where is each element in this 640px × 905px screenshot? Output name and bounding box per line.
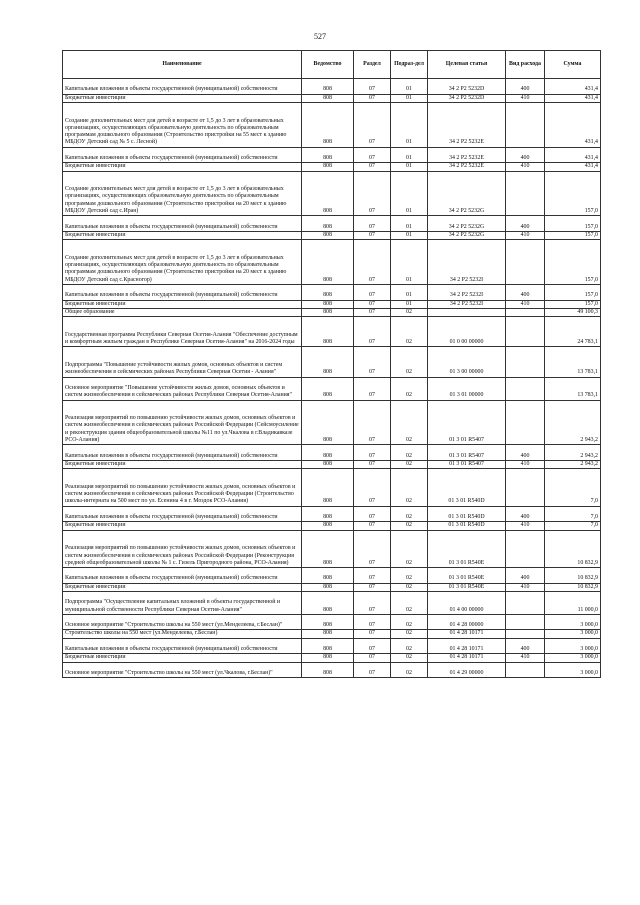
table-row	[63, 231, 601, 239]
row-target-item	[428, 308, 506, 316]
row-name: Реализация мероприятий по повышению устойчивости жилых домов, основных объектов и систем жизнеобеспечения в сейсмических районах Российской Федерации (Сейсмоусиление и реконструкция здания общеобразовательной школы №11 по ул.Чкалова в г.Владикавказе РСО-Алания)	[63, 400, 302, 445]
table-row	[63, 614, 601, 630]
row-department: 808	[302, 568, 354, 584]
row-amount: 431,4	[545, 79, 601, 95]
table-row	[63, 163, 601, 171]
row-amount: 10 832,9	[545, 568, 601, 584]
row-section: 07	[354, 583, 391, 591]
row-expense-type: 400	[506, 445, 545, 461]
row-subsection: 02	[391, 377, 428, 400]
row-section: 07	[354, 568, 391, 584]
row-section: 07	[354, 285, 391, 301]
row-amount: 3 000,0	[545, 638, 601, 654]
row-subsection: 02	[391, 591, 428, 614]
row-amount: 24 783,1	[545, 317, 601, 347]
row-amount: 7,0	[545, 469, 601, 507]
row-target-item: 01 3 01 R5407	[428, 400, 506, 445]
row-expense-type	[506, 171, 545, 216]
row-section: 07	[354, 460, 391, 468]
row-target-item: 34 2 P2 5232E	[428, 163, 506, 171]
row-amount: 157,0	[545, 240, 601, 285]
row-name: Капитальные вложения в объекты государственной (муниципальной) собственности	[63, 147, 302, 163]
row-expense-type	[506, 347, 545, 377]
row-name: Реализация мероприятий по повышению устойчивости жилых домов, основных объектов и систем жизнеобеспечения в сейсмических районах Российской Федерации (Строительство школы-интерната на 500 мест по ул. Есенина 4 в г. Моздок РСО-Алания)	[63, 469, 302, 507]
row-target-item: 01 3 01 R540E	[428, 530, 506, 568]
row-amount: 10 832,9	[545, 583, 601, 591]
row-name: Основное мероприятие "Строительство школы на 550 мест (ул.Чкалова, г.Беслан)"	[63, 662, 302, 678]
row-department: 808	[302, 347, 354, 377]
row-subsection: 02	[391, 317, 428, 347]
row-expense-type: 400	[506, 216, 545, 232]
row-target-item: 01 3 01 R5407	[428, 445, 506, 461]
row-subsection: 02	[391, 614, 428, 630]
row-section: 07	[354, 469, 391, 507]
row-expense-type: 400	[506, 506, 545, 522]
row-target-item: 01 3 01 R540D	[428, 469, 506, 507]
table-row	[63, 216, 601, 232]
header-subsection: Подраз-дел	[391, 51, 428, 79]
row-department: 808	[302, 147, 354, 163]
row-section: 07	[354, 530, 391, 568]
row-subsection: 02	[391, 662, 428, 678]
row-target-item: 34 2 P2 5232D	[428, 79, 506, 95]
row-subsection: 02	[391, 460, 428, 468]
row-amount: 13 783,1	[545, 347, 601, 377]
row-name: Капитальные вложения в объекты государственной (муниципальной) собственности	[63, 568, 302, 584]
table-row	[63, 94, 601, 102]
row-department: 808	[302, 662, 354, 678]
row-target-item: 34 2 P2 5232I	[428, 240, 506, 285]
budget-table	[62, 50, 601, 678]
row-expense-type: 410	[506, 522, 545, 530]
table-row	[63, 583, 601, 591]
row-name: Бюджетные инвестиции	[63, 94, 302, 102]
row-subsection: 02	[391, 445, 428, 461]
row-subsection: 02	[391, 400, 428, 445]
row-target-item: 01 3 01 R540D	[428, 506, 506, 522]
row-expense-type	[506, 630, 545, 638]
row-expense-type: 410	[506, 460, 545, 468]
row-subsection: 01	[391, 171, 428, 216]
row-subsection: 02	[391, 347, 428, 377]
row-subsection: 01	[391, 94, 428, 102]
row-target-item: 01 0 00 00000	[428, 317, 506, 347]
row-expense-type	[506, 377, 545, 400]
row-section: 07	[354, 377, 391, 400]
row-department: 808	[302, 445, 354, 461]
row-amount: 157,0	[545, 285, 601, 301]
row-amount: 13 783,1	[545, 377, 601, 400]
row-name: Капитальные вложения в объекты государственной (муниципальной) собственности	[63, 638, 302, 654]
row-amount: 157,0	[545, 300, 601, 308]
row-expense-type: 410	[506, 300, 545, 308]
row-amount: 10 832,9	[545, 530, 601, 568]
row-name: Государственная программа Республики Северная Осетия-Алания "Обеспечение доступным и комфортным жильем граждан в Республике Северная Осетия-Алания" на 2016-2024 годы	[63, 317, 302, 347]
table-row	[63, 171, 601, 216]
row-department: 808	[302, 506, 354, 522]
row-expense-type	[506, 591, 545, 614]
row-expense-type	[506, 614, 545, 630]
row-section: 07	[354, 614, 391, 630]
table-row	[63, 522, 601, 530]
table-row	[63, 591, 601, 614]
row-target-item: 01 4 28 10171	[428, 630, 506, 638]
table-row	[63, 377, 601, 400]
table-row	[63, 400, 601, 445]
row-expense-type	[506, 102, 545, 147]
row-amount: 3 000,0	[545, 630, 601, 638]
row-name: Создание дополнительных мест для детей в возрасте от 1,5 до 3 лет в образовательных организациях, осуществляющих образовательную деятельность по образовательным программам дошкольного образования (Строительство пристройки на 55 мест к зданию МБДОУ Детский сад № 5 с. Лесной)	[63, 102, 302, 147]
row-department: 808	[302, 317, 354, 347]
row-name: Бюджетные инвестиции	[63, 522, 302, 530]
row-department: 808	[302, 285, 354, 301]
row-expense-type: 400	[506, 638, 545, 654]
row-expense-type: 400	[506, 147, 545, 163]
row-subsection: 02	[391, 568, 428, 584]
row-subsection: 01	[391, 231, 428, 239]
row-department: 808	[302, 79, 354, 95]
row-department: 808	[302, 583, 354, 591]
row-section: 07	[354, 216, 391, 232]
row-department: 808	[302, 591, 354, 614]
row-expense-type: 410	[506, 94, 545, 102]
row-target-item: 34 2 P2 5232I	[428, 300, 506, 308]
row-section: 07	[354, 147, 391, 163]
header-section: Раздел	[354, 51, 391, 79]
row-section: 07	[354, 231, 391, 239]
row-target-item: 01 4 28 10171	[428, 654, 506, 662]
row-section: 07	[354, 638, 391, 654]
table-row	[63, 630, 601, 638]
row-subsection: 01	[391, 285, 428, 301]
row-department: 808	[302, 654, 354, 662]
table-row	[63, 638, 601, 654]
row-section: 07	[354, 171, 391, 216]
row-subsection: 02	[391, 583, 428, 591]
table-row	[63, 662, 601, 678]
row-name: Подпрограмма "Повышение устойчивости жилых домов, основных объектов и систем жизнеобеспечения в сейсмических районах Республики Северная Осетия - Алания"	[63, 347, 302, 377]
row-subsection: 02	[391, 630, 428, 638]
row-target-item: 34 2 P2 5232G	[428, 216, 506, 232]
row-target-item: 01 3 01 00000	[428, 377, 506, 400]
row-expense-type: 400	[506, 285, 545, 301]
row-department: 808	[302, 171, 354, 216]
row-amount: 3 000,0	[545, 654, 601, 662]
header-name: Наименование	[63, 51, 302, 79]
row-subsection: 02	[391, 654, 428, 662]
row-section: 07	[354, 308, 391, 316]
row-section: 07	[354, 522, 391, 530]
row-amount: 431,4	[545, 94, 601, 102]
row-subsection: 02	[391, 469, 428, 507]
row-expense-type: 410	[506, 163, 545, 171]
row-name: Создание дополнительных мест для детей в возрасте от 1,5 до 3 лет в образовательных организациях, осуществляющих образовательную деятельность по образовательным программам дошкольного образования (Строительство пристройки на 20 мест к зданию МБДОУ Детский сад с.Красногор)	[63, 240, 302, 285]
row-department: 808	[302, 216, 354, 232]
row-target-item: 01 4 28 10171	[428, 638, 506, 654]
row-department: 808	[302, 377, 354, 400]
header-expense-type: Вид расхода	[506, 51, 545, 79]
row-subsection: 02	[391, 638, 428, 654]
table-row	[63, 460, 601, 468]
row-target-item: 01 3 01 R540E	[428, 583, 506, 591]
row-name: Общее образование	[63, 308, 302, 316]
row-section: 07	[354, 79, 391, 95]
row-department: 808	[302, 469, 354, 507]
row-name: Бюджетные инвестиции	[63, 460, 302, 468]
row-target-item: 01 3 01 R540D	[428, 522, 506, 530]
row-name: Бюджетные инвестиции	[63, 163, 302, 171]
table-row	[63, 300, 601, 308]
row-department: 808	[302, 638, 354, 654]
row-name: Строительство школы на 550 мест (ул.Менделеева, г.Беслан)	[63, 630, 302, 638]
row-section: 07	[354, 662, 391, 678]
row-target-item: 01 4 00 00000	[428, 591, 506, 614]
row-amount: 3 000,0	[545, 614, 601, 630]
row-subsection: 02	[391, 530, 428, 568]
row-subsection: 02	[391, 308, 428, 316]
row-expense-type	[506, 317, 545, 347]
row-amount: 2 943,2	[545, 460, 601, 468]
table-row	[63, 506, 601, 522]
row-name: Капитальные вложения в объекты государственной (муниципальной) собственности	[63, 506, 302, 522]
row-expense-type: 410	[506, 654, 545, 662]
row-section: 07	[354, 400, 391, 445]
row-expense-type: 400	[506, 79, 545, 95]
table-row	[63, 147, 601, 163]
row-section: 07	[354, 506, 391, 522]
row-department: 808	[302, 522, 354, 530]
row-name: Создание дополнительных мест для детей в возрасте от 1,5 до 3 лет в образовательных организациях, осуществляющих образовательную деятельность по образовательным программам дошкольного образования (Строительство пристройки на 20 мест к зданию МБДОУ Детский сад с.Ирaн)	[63, 171, 302, 216]
row-section: 07	[354, 102, 391, 147]
header-department: Ведомство	[302, 51, 354, 79]
table-row	[63, 347, 601, 377]
header-amount: Сумма	[545, 51, 601, 79]
row-subsection: 01	[391, 240, 428, 285]
row-amount: 157,0	[545, 216, 601, 232]
row-target-item: 34 2 P2 5232I	[428, 285, 506, 301]
row-expense-type	[506, 308, 545, 316]
row-expense-type	[506, 662, 545, 678]
row-section: 07	[354, 630, 391, 638]
row-department: 808	[302, 94, 354, 102]
row-department: 808	[302, 240, 354, 285]
row-name: Основное мероприятие "Повышение устойчивости жилых домов, основных объектов и систем жизнеобеспечения в сейсмических районах Республики Северная Осетия-Алания"	[63, 377, 302, 400]
table-row	[63, 240, 601, 285]
row-name: Основное мероприятие "Строительство школы на 550 мест (ул.Менделеева, г.Беслан)"	[63, 614, 302, 630]
row-expense-type	[506, 530, 545, 568]
table-row	[63, 285, 601, 301]
table-row	[63, 308, 601, 316]
row-section: 07	[354, 317, 391, 347]
table-row	[63, 445, 601, 461]
row-amount: 49 100,3	[545, 308, 601, 316]
row-amount: 431,4	[545, 147, 601, 163]
row-subsection: 01	[391, 300, 428, 308]
row-amount: 431,4	[545, 163, 601, 171]
header-target-item: Целевая статья	[428, 51, 506, 79]
row-subsection: 02	[391, 522, 428, 530]
row-name: Капитальные вложения в объекты государственной (муниципальной) собственности	[63, 285, 302, 301]
row-name: Капитальные вложения в объекты государственной (муниципальной) собственности	[63, 216, 302, 232]
row-amount: 157,0	[545, 231, 601, 239]
row-target-item: 01 4 28 00000	[428, 614, 506, 630]
row-section: 07	[354, 445, 391, 461]
row-amount: 2 943,2	[545, 400, 601, 445]
row-subsection: 01	[391, 79, 428, 95]
row-target-item: 34 2 P2 5232E	[428, 102, 506, 147]
row-target-item: 34 2 P2 5232G	[428, 171, 506, 216]
row-target-item: 34 2 P2 5232E	[428, 147, 506, 163]
row-name: Реализация мероприятий по повышению устойчивости жилых домов, основных объектов и систем жизнеобеспечения в сейсмических районах Российской Федерации (Реконструкция средней общеобразовательной школы № 1 с. Гизель Пригородного района, РСО-Алания)	[63, 530, 302, 568]
row-target-item: 01 3 01 R540E	[428, 568, 506, 584]
row-target-item: 01 3 00 00000	[428, 347, 506, 377]
row-department: 808	[302, 300, 354, 308]
row-section: 07	[354, 94, 391, 102]
row-department: 808	[302, 400, 354, 445]
row-department: 808	[302, 630, 354, 638]
row-target-item: 34 2 P2 5232D	[428, 94, 506, 102]
row-subsection: 01	[391, 147, 428, 163]
table-row	[63, 79, 601, 95]
row-department: 808	[302, 102, 354, 147]
table-row	[63, 102, 601, 147]
row-subsection: 01	[391, 102, 428, 147]
row-amount: 3 000,0	[545, 662, 601, 678]
row-amount: 7,0	[545, 506, 601, 522]
row-amount: 7,0	[545, 522, 601, 530]
row-target-item: 34 2 P2 5232G	[428, 231, 506, 239]
table-row	[63, 654, 601, 662]
row-subsection: 01	[391, 216, 428, 232]
row-expense-type	[506, 240, 545, 285]
page-number: 527	[314, 32, 326, 41]
row-section: 07	[354, 654, 391, 662]
row-name: Бюджетные инвестиции	[63, 231, 302, 239]
row-section: 07	[354, 300, 391, 308]
row-expense-type: 410	[506, 231, 545, 239]
row-name: Капитальные вложения в объекты государственной (муниципальной) собственности	[63, 79, 302, 95]
row-name: Бюджетные инвестиции	[63, 300, 302, 308]
row-target-item: 01 3 01 R5407	[428, 460, 506, 468]
row-name: Бюджетные инвестиции	[63, 654, 302, 662]
table-row	[63, 469, 601, 507]
row-department: 808	[302, 308, 354, 316]
row-section: 07	[354, 163, 391, 171]
row-section: 07	[354, 240, 391, 285]
row-name: Капитальные вложения в объекты государственной (муниципальной) собственности	[63, 445, 302, 461]
row-department: 808	[302, 530, 354, 568]
table-row	[63, 568, 601, 584]
table-row	[63, 317, 601, 347]
row-subsection: 01	[391, 163, 428, 171]
row-amount: 2 943,2	[545, 445, 601, 461]
row-amount: 11 000,0	[545, 591, 601, 614]
row-name: Подпрограмма "Осуществление капитальных вложений в объекты государственной и муниципальной собственности Республики Северная Осетия-Алания"	[63, 591, 302, 614]
row-amount: 431,4	[545, 102, 601, 147]
row-expense-type	[506, 400, 545, 445]
row-target-item: 01 4 29 00000	[428, 662, 506, 678]
row-expense-type: 410	[506, 583, 545, 591]
row-expense-type: 400	[506, 568, 545, 584]
row-department: 808	[302, 614, 354, 630]
row-department: 808	[302, 163, 354, 171]
row-department: 808	[302, 231, 354, 239]
row-expense-type	[506, 469, 545, 507]
table-header-row	[63, 51, 601, 79]
table-row	[63, 530, 601, 568]
row-name: Бюджетные инвестиции	[63, 583, 302, 591]
row-amount: 157,0	[545, 171, 601, 216]
table-body	[63, 79, 601, 678]
row-department: 808	[302, 460, 354, 468]
row-subsection: 02	[391, 506, 428, 522]
row-section: 07	[354, 347, 391, 377]
row-section: 07	[354, 591, 391, 614]
